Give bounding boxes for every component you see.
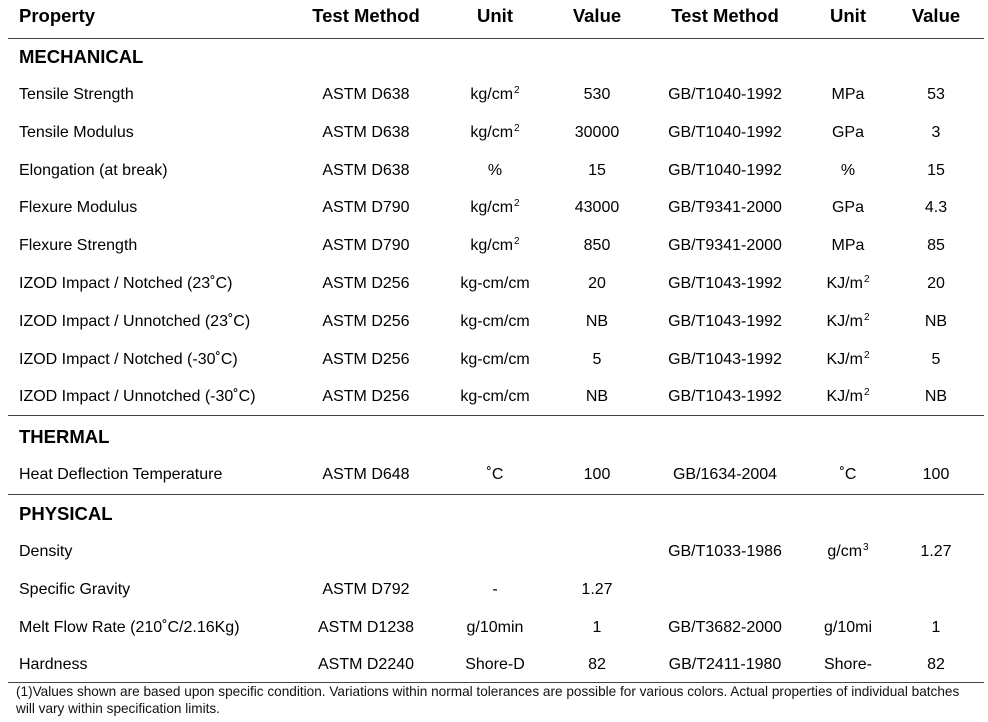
test-method-cell [300, 342, 432, 378]
table-row [0, 266, 988, 302]
test-method-cell-text: ASTM D638 [322, 161, 410, 179]
section-title-text: PHYSICAL [19, 503, 113, 524]
unit-2-cell-superscript: 2 [863, 387, 870, 399]
test-method-2-cell-text: GB/T1040-1992 [668, 86, 782, 103]
value-2-cell [888, 153, 984, 189]
unit-2-cell-text: KJ/m [826, 312, 863, 330]
unit-2-cell [800, 115, 896, 151]
value-2-cell [888, 610, 984, 646]
value-cell [547, 572, 647, 608]
unit-2-cell [800, 342, 896, 378]
unit-cell [445, 228, 545, 264]
unit-cell [445, 115, 545, 151]
value-cell [547, 77, 647, 113]
unit-2-cell-text: KJ/m [826, 388, 863, 406]
value-cell-text: 1 [592, 618, 602, 636]
property-cell [19, 610, 240, 646]
test-method-2-cell-text: GB/T2411-1980 [668, 656, 782, 674]
value-2-cell-text: 100 [922, 466, 950, 483]
value-cell-text: 100 [583, 466, 611, 483]
value-cell-text: 43000 [574, 199, 620, 217]
property-cell-text: Density [19, 543, 73, 560]
unit-cell [445, 342, 545, 378]
unit-2-cell [800, 572, 896, 608]
test-method-cell-text: ASTM D256 [322, 275, 410, 292]
test-method-cell [300, 572, 432, 608]
test-method-2-cell [650, 304, 800, 340]
property-cell [19, 153, 168, 189]
value-cell [547, 228, 647, 264]
unit-cell [445, 610, 545, 646]
value-2-cell [888, 228, 984, 264]
unit-cell-text: kg-cm/cm [460, 388, 530, 406]
test-method-cell-text: ASTM D256 [322, 350, 410, 368]
unit-cell-text: kg/cm [470, 123, 514, 141]
table-row [0, 647, 988, 683]
value-2-cell-text: 4.3 [924, 199, 948, 217]
value-2-cell-text: 85 [927, 237, 945, 255]
value-2-cell [888, 647, 984, 683]
test-method-cell [300, 610, 432, 646]
table-row [0, 304, 988, 340]
unit-cell-text: kg-cm/cm [460, 350, 530, 368]
value-2-cell [888, 190, 984, 226]
test-method-cell [300, 379, 432, 415]
test-method-2-cell [650, 115, 800, 151]
table-row [0, 153, 988, 189]
test-method-2-cell-text: GB/T1033-1986 [668, 543, 782, 560]
value-2-cell [888, 534, 984, 570]
test-method-2-cell [650, 457, 800, 493]
property-cell [19, 647, 87, 683]
test-method-2-cell [650, 190, 800, 226]
property-cell [19, 115, 134, 151]
unit-2-cell-text: % [840, 161, 856, 179]
table-row [0, 190, 988, 226]
table-row [0, 342, 988, 378]
unit-2-cell [800, 190, 896, 226]
property-cell [19, 77, 134, 113]
property-cell-text: Flexure Modulus [19, 199, 138, 217]
test-method-cell [300, 266, 432, 302]
section-title-mechanical [0, 39, 988, 75]
value-cell-text: 20 [588, 275, 606, 292]
unit-cell [445, 190, 545, 226]
property-cell [19, 379, 256, 415]
test-method-cell-text: ASTM D648 [322, 466, 410, 483]
value-cell [547, 534, 647, 570]
value-2-cell-text: 15 [927, 161, 945, 179]
unit-2-cell-text: g/cm [827, 543, 863, 560]
footnote: (1)Values shown are based upon specific condition. Variations within normal tolerances are possible for various colors. Actual properties of individual batches will vary within specification limits. [16, 684, 960, 716]
unit-cell [445, 534, 545, 570]
unit-cell-superscript: 2 [514, 236, 520, 248]
test-method-cell [300, 534, 432, 570]
table-row [0, 457, 988, 493]
property-cell [19, 457, 222, 493]
test-method-2-cell [650, 266, 800, 302]
test-method-2-cell-text: GB/T1043-1992 [668, 275, 782, 292]
property-cell-text: IZOD Impact / Unnotched (23˚C) [19, 312, 251, 330]
section-divider-physical [8, 494, 984, 495]
test-method-cell [300, 457, 432, 493]
value-2-cell [888, 572, 984, 608]
unit-2-cell [800, 77, 896, 113]
value-cell [547, 610, 647, 646]
unit-2-cell-text: g/10mi [823, 618, 873, 636]
test-method-cell-text: ASTM D256 [322, 312, 410, 330]
table-row [0, 379, 988, 415]
value-cell [547, 379, 647, 415]
unit-cell [445, 647, 545, 683]
unit-cell [445, 153, 545, 189]
test-method-cell-text: ASTM D256 [322, 388, 410, 406]
test-method-2-cell [650, 647, 800, 683]
unit-2-cell-text: ˚C [839, 466, 857, 483]
unit-2-cell-superscript: 2 [863, 311, 870, 323]
unit-2-cell-text: KJ/m [826, 275, 863, 292]
unit-cell-text: % [487, 161, 503, 179]
value-cell-text: 30000 [574, 123, 620, 141]
test-method-cell [300, 647, 432, 683]
unit-cell [445, 266, 545, 302]
test-method-cell-text: ASTM D638 [322, 123, 410, 141]
test-method-2-cell-text: GB/T3682-2000 [668, 618, 782, 636]
unit-cell-superscript: 2 [514, 85, 520, 96]
test-method-2-cell-text: GB/T9341-2000 [668, 237, 782, 255]
section-title-text: THERMAL [19, 426, 110, 447]
value-2-cell-text: NB [924, 388, 948, 406]
test-method-cell [300, 304, 432, 340]
property-cell [19, 304, 250, 340]
header-property: Property [19, 5, 96, 26]
unit-2-cell-text: MPa [831, 237, 865, 255]
test-method-cell [300, 77, 432, 113]
value-cell-text: 15 [588, 161, 606, 179]
property-cell [19, 534, 72, 570]
unit-2-cell-text: MPa [831, 86, 865, 103]
test-method-cell-text: ASTM D638 [322, 86, 410, 103]
unit-cell-text: ˚C [486, 466, 504, 483]
value-2-cell [888, 266, 984, 302]
value-cell-text: 850 [583, 237, 611, 255]
unit-2-cell [800, 266, 896, 302]
value-2-cell-text: 53 [927, 86, 945, 103]
unit-2-cell [800, 379, 896, 415]
property-cell-text: Specific Gravity [19, 580, 131, 598]
unit-cell [445, 379, 545, 415]
property-cell-text: IZOD Impact / Notched (-30˚C) [19, 350, 238, 368]
header-unit-1: Unit [477, 5, 513, 26]
unit-2-cell-text: KJ/m [826, 350, 863, 368]
value-2-cell [888, 304, 984, 340]
value-cell-text: NB [585, 312, 609, 330]
header-value-1: Value [572, 5, 622, 26]
unit-2-cell [800, 304, 896, 340]
value-cell-text: 1.27 [581, 580, 613, 598]
value-2-cell-text: 82 [927, 656, 945, 674]
value-cell [547, 190, 647, 226]
property-cell-text: Tensile Modulus [19, 123, 134, 141]
unit-cell-text: Shore-D [465, 656, 525, 674]
unit-cell-text: kg-cm/cm [460, 312, 530, 330]
value-cell [547, 457, 647, 493]
value-2-cell-text: 1 [931, 618, 941, 636]
value-cell [547, 153, 647, 189]
table-row [0, 228, 988, 264]
table-row [0, 610, 988, 646]
test-method-2-cell [650, 534, 800, 570]
header-value-2: Value [911, 5, 961, 26]
test-method-2-cell [650, 77, 800, 113]
unit-2-cell [800, 647, 896, 683]
test-method-2-cell [650, 379, 800, 415]
header-test-method-2: Test Method [671, 5, 779, 26]
test-method-2-cell-text: GB/T1040-1992 [668, 123, 782, 141]
test-method-2-cell-text: GB/T1043-1992 [668, 350, 782, 368]
test-method-cell [300, 115, 432, 151]
header-row [0, 0, 988, 36]
value-cell [547, 647, 647, 683]
test-method-2-cell-text: GB/T1043-1992 [668, 312, 782, 330]
unit-2-cell [800, 153, 896, 189]
value-cell-text: NB [585, 388, 609, 406]
test-method-2-cell [650, 610, 800, 646]
value-2-cell-text: 20 [927, 275, 945, 292]
value-cell-text: 530 [583, 86, 611, 103]
test-method-2-cell-text: GB/1634-2004 [672, 466, 778, 483]
test-method-cell [300, 153, 432, 189]
unit-cell-text: kg/cm [470, 237, 514, 255]
value-2-cell [888, 379, 984, 415]
unit-cell-text: kg/cm [470, 199, 514, 217]
value-cell [547, 266, 647, 302]
test-method-cell-text: ASTM D1238 [317, 618, 415, 636]
value-2-cell-text: NB [924, 312, 948, 330]
value-2-cell-text: 1.27 [920, 543, 952, 560]
property-cell [19, 572, 130, 608]
unit-cell [445, 457, 545, 493]
test-method-2-cell [650, 572, 800, 608]
unit-2-cell [800, 534, 896, 570]
test-method-2-cell [650, 342, 800, 378]
header-test-method-1: Test Method [312, 5, 420, 26]
property-cell-text: IZOD Impact / Unnotched (-30˚C) [19, 388, 256, 406]
property-cell-text: IZOD Impact / Notched (23˚C) [19, 275, 233, 292]
section-title-thermal [0, 419, 988, 455]
value-2-cell-text: 3 [931, 123, 941, 141]
unit-2-cell-text: GPa [831, 123, 864, 141]
test-method-cell-text: ASTM D2240 [317, 656, 415, 674]
property-cell-text: Hardness [19, 656, 88, 674]
table-row [0, 115, 988, 151]
unit-cell [445, 572, 545, 608]
value-cell-text: 82 [588, 656, 606, 674]
value-2-cell [888, 342, 984, 378]
unit-2-cell [800, 610, 896, 646]
value-2-cell [888, 457, 984, 493]
value-2-cell [888, 77, 984, 113]
unit-cell [445, 304, 545, 340]
property-cell-text: Heat Deflection Temperature [19, 466, 223, 483]
table-row [0, 77, 988, 113]
value-cell [547, 115, 647, 151]
value-2-cell [888, 115, 984, 151]
value-cell-text: 5 [592, 350, 602, 368]
unit-cell-superscript: 2 [514, 122, 520, 134]
unit-cell-text: g/10min [466, 618, 524, 636]
value-cell [547, 304, 647, 340]
unit-2-cell-superscript: 3 [863, 542, 869, 553]
test-method-cell-text: ASTM D790 [322, 199, 410, 217]
unit-2-cell [800, 228, 896, 264]
table-row [0, 572, 988, 608]
test-method-2-cell [650, 228, 800, 264]
unit-cell-text: kg-cm/cm [460, 275, 530, 292]
unit-cell-text: kg/cm [470, 86, 514, 103]
property-cell [19, 190, 137, 226]
unit-cell [445, 77, 545, 113]
unit-cell-text: - [492, 580, 498, 598]
unit-2-cell-superscript: 2 [863, 274, 870, 285]
section-divider-thermal [8, 415, 984, 416]
unit-2-cell-superscript: 2 [863, 349, 870, 361]
test-method-2-cell [650, 153, 800, 189]
unit-2-cell-text: Shore- [823, 656, 873, 674]
unit-2-cell-text: GPa [831, 199, 864, 217]
property-cell-text: Melt Flow Rate (210˚C/2.16Kg) [19, 618, 240, 636]
test-method-cell [300, 228, 432, 264]
property-cell-text: Elongation (at break) [19, 161, 168, 179]
test-method-2-cell-text: GB/T9341-2000 [668, 199, 782, 217]
test-method-cell-text: ASTM D790 [322, 237, 410, 255]
property-cell-text: Tensile Strength [19, 86, 134, 103]
value-cell [547, 342, 647, 378]
test-method-cell [300, 190, 432, 226]
property-cell [19, 342, 238, 378]
test-method-cell-text: ASTM D792 [322, 580, 410, 598]
property-cell-text: Flexure Strength [19, 237, 138, 255]
property-cell [19, 228, 137, 264]
test-method-2-cell-text: GB/T1040-1992 [668, 161, 782, 179]
property-cell [19, 266, 232, 302]
section-title-physical [0, 496, 988, 532]
value-2-cell-text: 5 [931, 350, 941, 368]
unit-2-cell [800, 457, 896, 493]
header-unit-2: Unit [830, 5, 866, 26]
test-method-2-cell-text: GB/T1043-1992 [668, 388, 782, 406]
table-row [0, 534, 988, 570]
section-title-text: MECHANICAL [19, 46, 144, 67]
unit-cell-superscript: 2 [514, 198, 520, 210]
